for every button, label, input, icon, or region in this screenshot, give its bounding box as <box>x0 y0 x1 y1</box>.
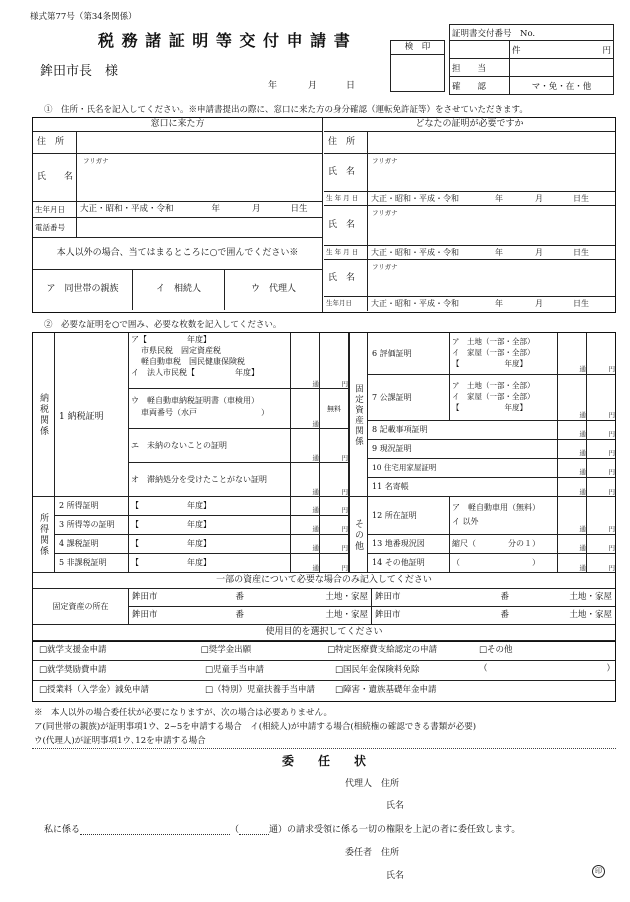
nouzei-o-label: オ 滞納処分を受けたことがない証明 <box>131 475 267 484</box>
statement-item-field[interactable] <box>80 824 230 835</box>
applicant-phone-field[interactable] <box>77 218 322 237</box>
nayose-fee[interactable] <box>586 478 615 497</box>
applicant-furigana: フリガナ <box>83 157 109 165</box>
footnote-1: ※ 本人以外の場合委任状が必要になりますが、次の場合は必要ありません。 <box>34 708 333 718</box>
shotoku-row-4 <box>55 535 348 554</box>
subject2-name-field[interactable] <box>368 206 615 245</box>
purpose-table <box>32 640 616 702</box>
applicant-address-field[interactable] <box>77 132 322 153</box>
kouhyo-nendo[interactable]: 【 年度】 <box>452 403 527 412</box>
seal-mark-icon: 印 <box>592 865 605 878</box>
hyoka-house[interactable]: イ 家屋（一部・全部） <box>452 348 535 357</box>
nouzei-row-e <box>129 429 348 463</box>
nouzei-row-a <box>129 333 348 389</box>
applicant-address-label: 住 所 <box>33 132 77 153</box>
asset-loc-1[interactable] <box>129 589 372 606</box>
subject2-dob-label: 生 年 月 日 <box>324 246 368 259</box>
sonota-label: 14 その他証明 <box>368 554 450 573</box>
date-day-label: 日 <box>346 81 356 91</box>
shotoku-4-label: 4 課税証明 <box>55 535 129 553</box>
section1-note: ① 住所・氏名を記入してください。※申請書提出の際に、窓口に来た方の身分確認（運転免許証等）をさせていただきます。 <box>44 105 528 115</box>
date-month-label: 月 <box>308 81 318 91</box>
principal-address-label: 委任者 住所 <box>345 848 400 858</box>
recipient: 鉾田市長 様 <box>40 64 119 79</box>
en-unit: 円 <box>341 544 348 552</box>
purpose-nenkin-menjo[interactable]: □国民年金保険料免除 <box>335 665 420 675</box>
applicant-name-label: 氏 名 <box>33 154 77 201</box>
subject3-name-label: 氏 名 <box>324 260 368 296</box>
purpose-header: 使用目的を選択してください <box>265 627 383 637</box>
nouzei-a-year: ア【 年度】 <box>131 335 211 344</box>
relation-agent[interactable]: ウ 代理人 <box>250 284 296 294</box>
subject1-name-field[interactable] <box>368 154 615 191</box>
nouzei-a-taxes2: 軽自動車税 国民健康保険税 <box>141 357 245 366</box>
subject3-dob-field[interactable] <box>368 297 615 311</box>
loc-ban: 番 <box>235 592 245 602</box>
asset-row-6 <box>368 333 615 375</box>
seal-box-label: 検 印 <box>391 41 444 55</box>
asset-loc-3[interactable] <box>129 607 372 624</box>
nouzei-u-free: 無料 <box>319 389 348 429</box>
chiban-count[interactable] <box>557 535 586 553</box>
principal-name-label: 氏名 <box>386 871 405 881</box>
other-row-12 <box>368 497 615 535</box>
subject3-month: 月 <box>535 299 543 308</box>
office-number-label: 証明書交付番号 No. <box>450 25 614 41</box>
section1-table <box>32 117 616 313</box>
agent-address-label: 代理人 住所 <box>345 779 400 789</box>
tsu-unit: 通 <box>579 468 586 476</box>
applicant-header: 窓口に来た方 <box>33 118 322 132</box>
relation-heir[interactable]: イ 相続人 <box>133 270 225 310</box>
nayose-label: 11 名寄帳 <box>372 482 409 491</box>
office-yen: 円 <box>602 45 611 56</box>
subject2-furigana: フリガナ <box>372 209 398 217</box>
statement-count-field[interactable] <box>239 824 269 835</box>
asset-row-9 <box>368 440 615 459</box>
tax-group <box>33 333 348 497</box>
shotoku-3-label: 3 所得等の証明 <box>55 516 129 534</box>
loc-ban: 番 <box>500 610 510 620</box>
loc-city: 鉾田市 <box>132 592 158 602</box>
en-unit: 円 <box>341 488 348 496</box>
chiban-label: 13 地番現況図 <box>368 535 450 553</box>
tsu-unit: 通 <box>579 525 586 533</box>
shozai-igai[interactable]: イ 以外 <box>452 517 479 526</box>
shozai-fee[interactable] <box>586 497 615 534</box>
nouzei-row-o <box>129 463 348 497</box>
nouzei-u-carno: 車両番号（水戸 ） <box>141 408 269 417</box>
office-check-label: 確 認 <box>450 77 510 95</box>
applicant-name-field[interactable] <box>77 154 322 201</box>
shotoku-4-year[interactable]: 【 年度】 <box>131 539 211 548</box>
applicant-year: 年 <box>211 204 221 214</box>
loc-city: 鉾田市 <box>132 610 158 620</box>
section2-note: ② 必要な証明を○で囲み、必要な枚数を記入してください。 <box>44 320 282 330</box>
en-unit: 円 <box>608 544 615 552</box>
office-use-box <box>449 24 614 95</box>
jutaku-fee[interactable] <box>586 459 615 477</box>
tsu-unit: 通 <box>312 525 319 533</box>
footnote-2: ア(同世帯の親族)が証明事項1ウ、2~5を申請する場合 イ(相続人)が申請する場合(相続権の確認できる書類が必要) <box>34 722 477 732</box>
applicant-day: 日生 <box>290 204 308 214</box>
subject1-furigana: フリガナ <box>372 157 398 165</box>
chiban-scale[interactable]: 縮尺（ 分の１） <box>452 539 540 548</box>
hyoka-label: 6 評価証明 <box>368 333 450 374</box>
nouzei-e-fee[interactable] <box>319 429 348 463</box>
tsu-unit: 通 <box>579 430 586 438</box>
shotoku-2-fee[interactable] <box>319 497 348 515</box>
applicant-dob-field[interactable] <box>77 202 322 217</box>
genkyo-fee[interactable] <box>586 440 615 458</box>
en-unit: 円 <box>608 411 615 419</box>
purpose-jido-fuyo[interactable]: □（特別）児童扶養手当申請 <box>205 685 316 695</box>
subject2-day: 日生 <box>573 248 589 257</box>
loc-ban: 番 <box>500 592 510 602</box>
jutaku-count[interactable] <box>557 459 586 477</box>
office-count-label: 件 <box>512 45 521 56</box>
loc-ban: 番 <box>235 610 245 620</box>
tsu-unit: 通 <box>579 564 586 572</box>
asset-loc-4[interactable] <box>372 607 615 624</box>
purpose-shogakukin[interactable]: □奨学金出願 <box>200 645 252 655</box>
shotoku-3-year[interactable]: 【 年度】 <box>131 520 211 529</box>
genkyo-count[interactable] <box>557 440 586 458</box>
subject1-month: 月 <box>535 194 543 203</box>
tsu-unit: 通 <box>312 454 319 462</box>
applicant-phone-label: 電話番号 <box>33 218 77 237</box>
seal-box[interactable] <box>390 40 445 92</box>
asset-row-11 <box>368 478 615 497</box>
footnotes <box>34 706 476 748</box>
chiban-fee[interactable] <box>586 535 615 553</box>
nouzei-e-label: エ 未納のないことの証明 <box>131 441 227 450</box>
shotoku-row-3 <box>55 516 348 535</box>
office-staff-label: 担 当 <box>450 59 510 77</box>
subject3-day: 日生 <box>573 299 589 308</box>
nouzei-e-count[interactable] <box>290 429 319 463</box>
shotoku-5-label: 5 非課税証明 <box>55 554 129 573</box>
shozai-count[interactable] <box>557 497 586 534</box>
subject3-dob-label: 生年月日 <box>324 297 368 311</box>
purpose-shogai-nenkin[interactable]: □障害・遺族基礎年金申請 <box>335 685 437 695</box>
statement-mid: （ <box>230 825 240 835</box>
subject3-furigana: フリガナ <box>372 263 398 271</box>
tsu-unit: 通 <box>312 380 319 388</box>
en-unit: 円 <box>341 525 348 533</box>
subject-address-label: 住 所 <box>324 132 368 153</box>
genkyo-label: 9 現況証明 <box>372 444 412 453</box>
tsu-unit: 通 <box>579 411 586 419</box>
en-unit: 円 <box>608 449 615 457</box>
en-unit: 円 <box>608 525 615 533</box>
subject2-dob-field[interactable] <box>368 246 615 259</box>
form-number: 様式第77号（第34条関係） <box>30 12 137 22</box>
subject3-year: 年 <box>495 299 503 308</box>
en-unit: 円 <box>341 454 348 462</box>
office-check-options: マ・免・在・他 <box>510 77 614 95</box>
tax-group-label: 納税関係 <box>33 333 55 497</box>
nouzei-a-count[interactable] <box>290 333 319 389</box>
nayose-count[interactable] <box>557 478 586 497</box>
applicant-eras: 大正・昭和・平成・令和 <box>80 204 174 214</box>
hyoka-fee[interactable] <box>586 333 615 374</box>
agent-name-label: 氏名 <box>386 801 405 811</box>
tsu-unit: 通 <box>579 488 586 496</box>
kisai-label: 8 記載事項証明 <box>372 425 428 434</box>
asset-row-7 <box>368 375 615 421</box>
shotoku-3-count[interactable] <box>290 516 319 534</box>
shotoku-4-count[interactable] <box>290 535 319 553</box>
asset-group <box>350 333 615 497</box>
nouzei-a-fee[interactable] <box>319 333 348 389</box>
other-row-14 <box>368 554 615 573</box>
asset-location-header: 一部の資産について必要な場合のみ記入してください <box>33 573 615 589</box>
subject2-month: 月 <box>535 248 543 257</box>
shozai-kei[interactable]: ア 軽自動車用（無料） <box>452 503 540 512</box>
subject3-eras: 大正・昭和・平成・令和 <box>371 299 459 308</box>
shotoku-2-count[interactable] <box>290 497 319 515</box>
applicant-panel <box>33 118 323 312</box>
divider <box>32 748 616 749</box>
subject3-name-field[interactable] <box>368 260 615 296</box>
tsu-unit: 通 <box>312 506 319 514</box>
en-unit: 円 <box>608 365 615 373</box>
kisai-count[interactable] <box>557 421 586 439</box>
kouhyo-land[interactable]: ア 土地（一部・全部） <box>452 381 535 390</box>
asset-loc-2[interactable] <box>372 589 615 606</box>
loc-kind: 土地・家屋 <box>569 592 612 602</box>
asset-row-8 <box>368 421 615 440</box>
en-unit: 円 <box>608 488 615 496</box>
asset-location <box>33 573 615 641</box>
hyoka-count[interactable] <box>557 333 586 374</box>
hyoka-land[interactable]: ア 土地（一部・全部） <box>452 337 535 346</box>
ininjo-title: 委 任 状 <box>282 754 367 768</box>
subject1-year: 年 <box>495 194 503 203</box>
shotoku-row-5 <box>55 554 348 573</box>
loc-kind: 土地・家屋 <box>325 610 368 620</box>
tsu-unit: 通 <box>579 449 586 457</box>
statement-tsu: 通）の請求受領に係る一切の権限を上記の者に委任致します。 <box>269 825 521 835</box>
nouzei-o-count[interactable] <box>290 463 319 497</box>
subject2-eras: 大正・昭和・平成・令和 <box>371 248 459 257</box>
sonota-count[interactable] <box>557 554 586 573</box>
nouzei-label: 1 納税証明 <box>55 333 129 497</box>
subject-panel <box>324 118 615 312</box>
en-unit: 円 <box>341 380 348 388</box>
en-unit: 円 <box>341 506 348 514</box>
nouzei-o-fee[interactable] <box>319 463 348 497</box>
ininjo-statement <box>44 822 520 835</box>
kouhyo-label: 7 公課証明 <box>368 375 450 420</box>
applicant-dob-label: 生年月日 <box>33 202 77 217</box>
nouzei-i-corp: イ 法人市民税【 年度】 <box>131 368 259 377</box>
date-year-label: 年 <box>268 81 278 91</box>
en-unit: 円 <box>341 564 348 572</box>
shotoku-5-year[interactable]: 【 年度】 <box>131 558 211 567</box>
shotoku-5-count[interactable] <box>290 554 319 573</box>
kouhyo-count[interactable] <box>557 375 586 420</box>
subject2-year: 年 <box>495 248 503 257</box>
other-group-label: その他 <box>350 497 368 573</box>
tsu-unit: 通 <box>312 564 319 572</box>
footnote-3: ウ(代理人)が証明事項1ウ､12を申請する場合 <box>34 736 206 746</box>
en-unit: 円 <box>608 564 615 572</box>
applicant-month: 月 <box>252 204 261 214</box>
hyoka-nendo[interactable]: 【 年度】 <box>452 359 527 368</box>
relation-family[interactable]: ア 同世帯の親族 <box>33 270 133 310</box>
purpose-shugaku-shorei[interactable]: □就学奨励費申請 <box>39 665 107 675</box>
subject2-name-label: 氏 名 <box>324 206 368 245</box>
shotoku-2-label: 2 所得証明 <box>55 497 129 515</box>
asset-row-10 <box>368 459 615 478</box>
subject-header: どなたの証明が必要ですか <box>324 118 615 132</box>
shotoku-3-fee[interactable] <box>319 516 348 534</box>
subject1-name-label: 氏 名 <box>324 154 368 191</box>
purpose-shugaku-shien[interactable]: □就学支援金申請 <box>39 645 107 655</box>
section2-table <box>32 332 616 642</box>
loc-kind: 土地・家屋 <box>325 592 368 602</box>
nouzei-row-u <box>129 389 348 429</box>
tsu-unit: 通 <box>312 488 319 496</box>
asset-group-label: 固定資産関係 <box>350 333 368 497</box>
purpose-jido-teate[interactable]: □児童手当申請 <box>205 665 265 675</box>
shotoku-group <box>33 497 348 573</box>
nouzei-u-label: ウ 軽自動車納税証明書（車検用） <box>131 396 259 405</box>
shotoku-4-fee[interactable] <box>319 535 348 553</box>
purpose-tokutei-iryo[interactable]: □特定医療費支給認定の申請 <box>327 645 438 655</box>
purpose-other[interactable]: □その他（ ） <box>479 645 616 674</box>
subject1-eras: 大正・昭和・平成・令和 <box>371 194 459 203</box>
en-unit: 円 <box>608 430 615 438</box>
subject1-day: 日生 <box>573 194 589 203</box>
other-group <box>350 497 615 573</box>
office-staff-field[interactable] <box>510 59 614 77</box>
kisai-fee[interactable] <box>586 421 615 439</box>
shotoku-2-year[interactable]: 【 年度】 <box>131 501 211 510</box>
subject1-dob-field[interactable] <box>368 192 615 205</box>
nouzei-a-taxes1: 市県民税 固定資産税 <box>141 346 221 355</box>
nouzei-u-count[interactable] <box>290 389 319 429</box>
tsu-unit: 通 <box>579 365 586 373</box>
shozai-label: 12 所在証明 <box>368 497 450 534</box>
kouhyo-fee[interactable] <box>586 375 615 420</box>
en-unit: 円 <box>608 468 615 476</box>
tsu-unit: 通 <box>312 544 319 552</box>
kouhyo-house[interactable]: イ 家屋（一部・全部） <box>452 392 535 401</box>
other-row-13 <box>368 535 615 554</box>
sonota-field[interactable]: （ ） <box>452 558 540 567</box>
purpose-jugyoryo[interactable]: □授業料（入学金）減免申請 <box>39 685 150 695</box>
subject1-dob-label: 生 年 月 日 <box>324 192 368 205</box>
loc-kind: 土地・家屋 <box>569 610 612 620</box>
tsu-unit: 通 <box>579 544 586 552</box>
tsu-unit: 通 <box>312 420 319 428</box>
subject-address-field[interactable] <box>368 132 615 153</box>
jutaku-label: 10 住宅用家屋証明 <box>372 463 437 472</box>
shotoku-group-label: 所得関係 <box>33 497 55 573</box>
shotoku-5-fee[interactable] <box>319 554 348 573</box>
loc-city: 鉾田市 <box>375 592 401 602</box>
relation-note: 本人以外の場合、当てはまるところに○で囲んでください※ <box>33 238 322 270</box>
sonota-fee[interactable] <box>586 554 615 573</box>
statement-pre: 私に係る <box>44 825 81 835</box>
form-title: 税 務 諸 証 明 等 交 付 申 請 書 <box>98 31 351 50</box>
shotoku-row-2 <box>55 497 348 516</box>
loc-city: 鉾田市 <box>375 610 401 620</box>
asset-location-label: 固定資産の所在 <box>33 589 129 625</box>
